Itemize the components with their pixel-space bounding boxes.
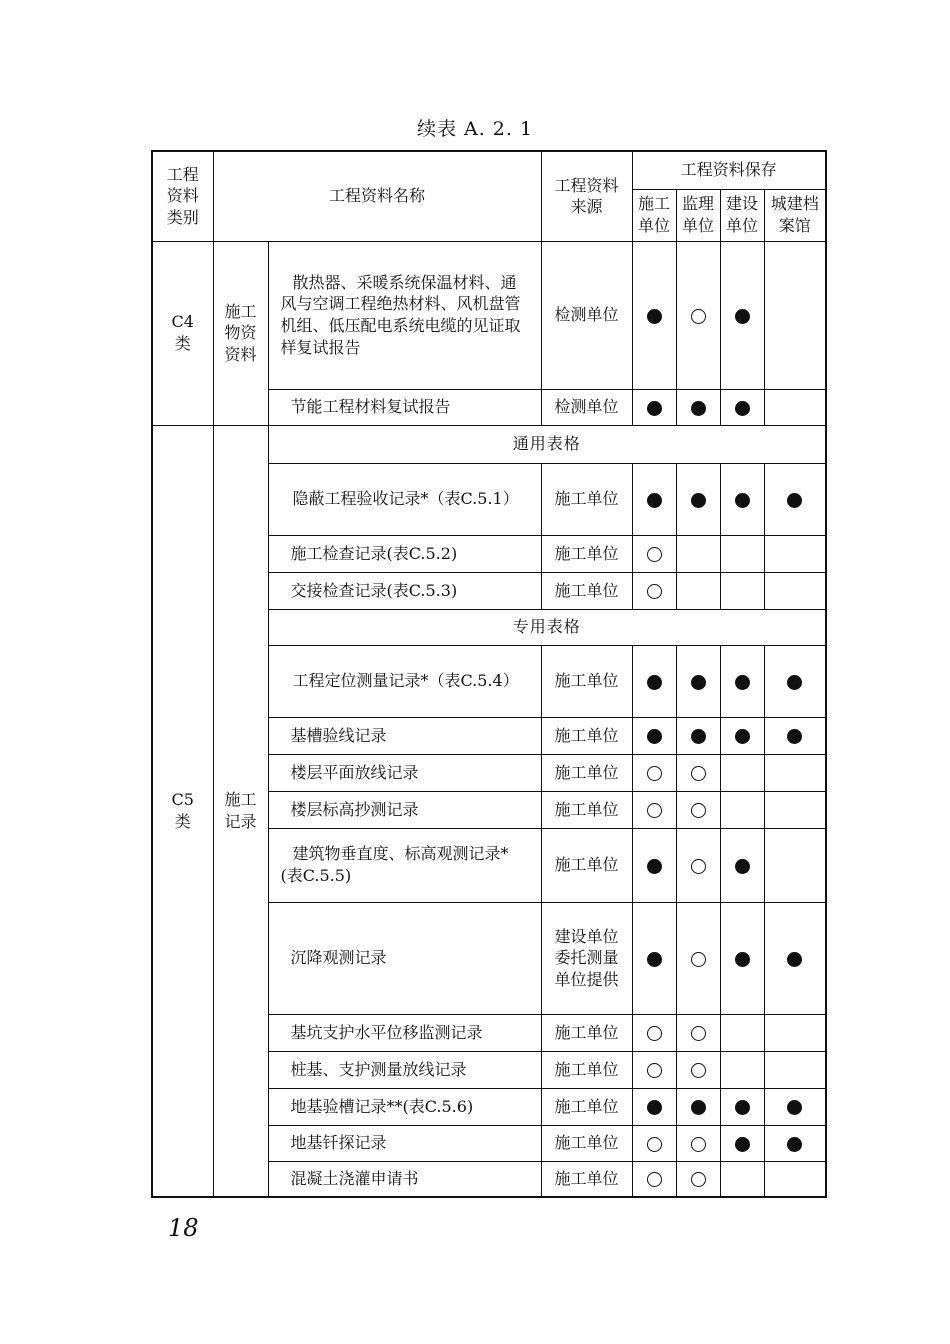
archive-table — [151, 150, 827, 1198]
filled-circle-icon — [735, 729, 750, 744]
item-source: 施工单位 — [541, 572, 632, 609]
item-source: 检测单位 — [541, 241, 632, 389]
mark-cell — [764, 463, 826, 535]
mark-cell — [764, 645, 826, 717]
item-name: 工程定位测量记录*（表C.5.4） — [268, 645, 541, 717]
open-circle-icon — [647, 803, 662, 818]
mark-cell — [676, 645, 720, 717]
mark-cell — [720, 717, 764, 754]
mark-cell — [632, 1125, 676, 1161]
mark-cell — [764, 535, 826, 572]
item-source: 施工单位 — [541, 1051, 632, 1088]
mark-cell — [764, 1088, 826, 1125]
mark-cell — [676, 1161, 720, 1197]
filled-circle-icon — [647, 952, 662, 967]
item-source: 施工单位 — [541, 717, 632, 754]
mark-cell — [676, 389, 720, 425]
open-circle-icon — [647, 1137, 662, 1152]
table-row — [152, 241, 826, 389]
open-circle-icon — [691, 1026, 706, 1041]
mark-cell — [720, 241, 764, 389]
mark-cell — [720, 828, 764, 902]
mark-cell — [764, 1161, 826, 1197]
mark-cell — [632, 717, 676, 754]
header-storage: 工程资料保存 — [632, 151, 826, 189]
mark-cell — [676, 754, 720, 791]
item-source: 施工单位 — [541, 1088, 632, 1125]
mark-cell — [632, 1051, 676, 1088]
item-source: 施工单位 — [541, 645, 632, 717]
filled-circle-icon — [647, 675, 662, 690]
item-source: 检测单位 — [541, 389, 632, 425]
open-circle-icon — [647, 1172, 662, 1187]
mark-cell — [632, 463, 676, 535]
filled-circle-icon — [787, 729, 802, 744]
open-circle-icon — [647, 766, 662, 781]
filled-circle-icon — [735, 1137, 750, 1152]
mark-cell — [720, 1051, 764, 1088]
section-row — [152, 425, 826, 463]
filled-circle-icon — [787, 952, 802, 967]
mark-cell — [720, 1161, 764, 1197]
item-name: 地基钎探记录 — [268, 1125, 541, 1161]
filled-circle-icon — [735, 309, 750, 324]
filled-circle-icon — [735, 1100, 750, 1115]
mark-cell — [676, 1125, 720, 1161]
open-circle-icon — [647, 1063, 662, 1078]
filled-circle-icon — [647, 401, 662, 416]
page-number: 18 — [168, 1214, 199, 1242]
item-name: 隐蔽工程验收记录*（表C.5.1） — [268, 463, 541, 535]
open-circle-icon — [691, 1137, 706, 1152]
mark-cell — [764, 1014, 826, 1051]
item-source: 施工单位 — [541, 463, 632, 535]
header-name: 工程资料名称 — [213, 151, 541, 241]
filled-circle-icon — [735, 675, 750, 690]
mark-cell — [676, 1051, 720, 1088]
header-source: 工程资料来源 — [541, 151, 632, 241]
item-source: 施工单位 — [541, 1014, 632, 1051]
open-circle-icon — [691, 1063, 706, 1078]
filled-circle-icon — [787, 493, 802, 508]
filled-circle-icon — [735, 493, 750, 508]
item-source: 建设单位委托测量单位提供 — [541, 902, 632, 1014]
mark-cell — [720, 645, 764, 717]
mark-cell — [676, 902, 720, 1014]
mark-cell — [632, 1088, 676, 1125]
mark-cell — [720, 389, 764, 425]
category-cell: C5类 — [152, 425, 213, 1197]
mark-cell — [676, 717, 720, 754]
mark-cell — [632, 1014, 676, 1051]
mark-cell — [676, 1014, 720, 1051]
mark-cell — [720, 1125, 764, 1161]
header-storage-col: 城建档案馆 — [764, 189, 826, 241]
open-circle-icon — [691, 766, 706, 781]
mark-cell — [720, 902, 764, 1014]
filled-circle-icon — [647, 859, 662, 874]
mark-cell — [632, 241, 676, 389]
item-source: 施工单位 — [541, 1161, 632, 1197]
item-name: 沉降观测记录 — [268, 902, 541, 1014]
item-name: 施工检查记录(表C.5.2) — [268, 535, 541, 572]
mark-cell — [632, 645, 676, 717]
mark-cell — [676, 463, 720, 535]
filled-circle-icon — [691, 675, 706, 690]
mark-cell — [632, 572, 676, 609]
mark-cell — [720, 535, 764, 572]
mark-cell — [632, 535, 676, 572]
filled-circle-icon — [647, 493, 662, 508]
open-circle-icon — [691, 1172, 706, 1187]
mark-cell — [632, 828, 676, 902]
header-storage-col: 监理单位 — [676, 189, 720, 241]
open-circle-icon — [691, 803, 706, 818]
filled-circle-icon — [691, 401, 706, 416]
mark-cell — [720, 572, 764, 609]
filled-circle-icon — [787, 675, 802, 690]
filled-circle-icon — [647, 309, 662, 324]
subcategory-cell: 施工记录 — [213, 425, 268, 1197]
mark-cell — [764, 717, 826, 754]
filled-circle-icon — [735, 859, 750, 874]
item-name: 节能工程材料复试报告 — [268, 389, 541, 425]
mark-cell — [676, 828, 720, 902]
mark-cell — [676, 535, 720, 572]
filled-circle-icon — [691, 493, 706, 508]
mark-cell — [764, 902, 826, 1014]
open-circle-icon — [691, 309, 706, 324]
mark-cell — [764, 389, 826, 425]
item-name: 楼层标高抄测记录 — [268, 791, 541, 828]
filled-circle-icon — [735, 952, 750, 967]
item-source: 施工单位 — [541, 754, 632, 791]
mark-cell — [632, 1161, 676, 1197]
filled-circle-icon — [691, 1100, 706, 1115]
mark-cell — [764, 241, 826, 389]
header-storage-col: 施工单位 — [632, 189, 676, 241]
item-source: 施工单位 — [541, 791, 632, 828]
item-name: 地基验槽记录**(表C.5.6) — [268, 1088, 541, 1125]
item-name: 交接检查记录(表C.5.3) — [268, 572, 541, 609]
item-source: 施工单位 — [541, 828, 632, 902]
section-title: 通用表格 — [268, 425, 826, 463]
mark-cell — [720, 1088, 764, 1125]
item-name: 基槽验线记录 — [268, 717, 541, 754]
open-circle-icon — [647, 547, 662, 562]
filled-circle-icon — [691, 729, 706, 744]
mark-cell — [720, 791, 764, 828]
subcategory-cell: 施工物资资料 — [213, 241, 268, 425]
mark-cell — [764, 828, 826, 902]
filled-circle-icon — [647, 1100, 662, 1115]
mark-cell — [632, 902, 676, 1014]
mark-cell — [720, 754, 764, 791]
filled-circle-icon — [787, 1137, 802, 1152]
header-category: 工程资料类别 — [152, 151, 213, 241]
header-storage-col: 建设单位 — [720, 189, 764, 241]
item-source: 施工单位 — [541, 1125, 632, 1161]
open-circle-icon — [691, 952, 706, 967]
mark-cell — [764, 791, 826, 828]
open-circle-icon — [647, 584, 662, 599]
mark-cell — [764, 1051, 826, 1088]
mark-cell — [720, 463, 764, 535]
item-source: 施工单位 — [541, 535, 632, 572]
open-circle-icon — [691, 859, 706, 874]
open-circle-icon — [647, 1026, 662, 1041]
section-title: 专用表格 — [268, 609, 826, 645]
mark-cell — [676, 241, 720, 389]
mark-cell — [676, 791, 720, 828]
mark-cell — [720, 1014, 764, 1051]
filled-circle-icon — [647, 729, 662, 744]
item-name: 基坑支护水平位移监测记录 — [268, 1014, 541, 1051]
mark-cell — [764, 754, 826, 791]
table-caption: 续表 A. 2. 1 — [416, 118, 534, 140]
item-name: 桩基、支护测量放线记录 — [268, 1051, 541, 1088]
category-cell: C4类 — [152, 241, 213, 425]
item-name: 楼层平面放线记录 — [268, 754, 541, 791]
item-name: 混凝土浇灌申请书 — [268, 1161, 541, 1197]
mark-cell — [764, 1125, 826, 1161]
mark-cell — [632, 791, 676, 828]
item-name: 建筑物垂直度、标高观测记录*(表C.5.5) — [268, 828, 541, 902]
mark-cell — [632, 754, 676, 791]
filled-circle-icon — [787, 1100, 802, 1115]
mark-cell — [764, 572, 826, 609]
filled-circle-icon — [735, 401, 750, 416]
mark-cell — [676, 572, 720, 609]
mark-cell — [676, 1088, 720, 1125]
item-name: 散热器、采暖系统保温材料、通风与空调工程绝热材料、风机盘管机组、低压配电系统电缆的见证取样复试报告 — [268, 241, 541, 389]
mark-cell — [632, 389, 676, 425]
